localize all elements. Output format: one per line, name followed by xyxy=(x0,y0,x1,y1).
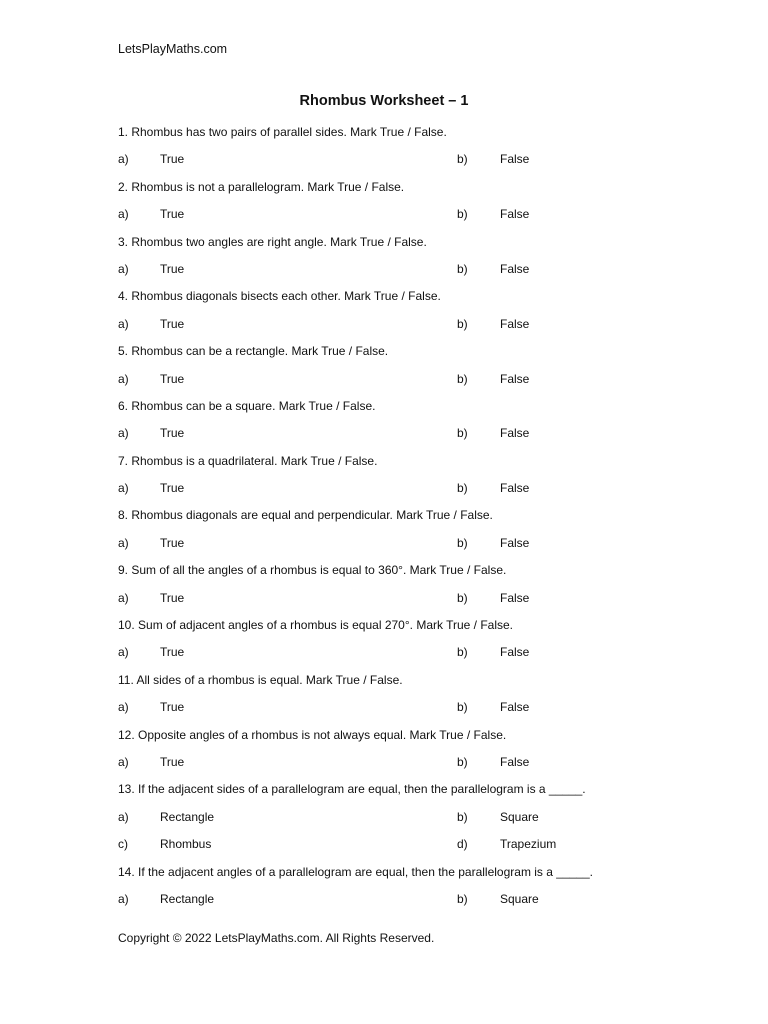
option-row xyxy=(118,261,658,288)
option-text: False xyxy=(500,700,530,715)
option-letter: b) xyxy=(457,261,468,276)
option-text: True xyxy=(160,700,185,715)
question-text: 5. Rhombus can be a rectangle. Mark True / False. xyxy=(118,344,389,359)
option-text: True xyxy=(160,645,185,660)
question-text: 3. Rhombus two angles are right angle. Mark True / False. xyxy=(118,234,427,249)
option-row xyxy=(118,699,658,726)
option-text: True xyxy=(160,371,185,386)
option-row xyxy=(118,809,658,836)
question-item xyxy=(118,507,658,562)
option-row xyxy=(118,316,658,343)
option-row xyxy=(118,535,658,562)
question-text: 1. Rhombus has two pairs of parallel sides. Mark True / False. xyxy=(118,125,447,139)
option-letter: a) xyxy=(118,754,129,769)
option-text: False xyxy=(500,371,530,386)
question-text: 10. Sum of adjacent angles of a rhombus is equal 270°. Mark True / False. xyxy=(118,618,514,633)
option-text: False xyxy=(500,152,530,167)
option-letter: a) xyxy=(118,152,129,167)
question-text: 8. Rhombus diagonals are equal and perpendicular. Mark True / False. xyxy=(118,508,493,523)
option-letter: b) xyxy=(457,426,468,441)
question-item xyxy=(118,453,658,508)
question-text: 14. If the adjacent angles of a parallelogram are equal, then the parallelogram is a _____. xyxy=(118,864,593,879)
question-text: 12. Opposite angles of a rhombus is not always equal. Mark True / False. xyxy=(118,727,507,742)
question-text: 11. All sides of a rhombus is equal. Mark True / False. xyxy=(118,672,403,687)
option-text: False xyxy=(500,261,530,276)
option-text: Square xyxy=(500,809,539,824)
option-text: Rhombus xyxy=(160,837,212,852)
option-letter: a) xyxy=(118,316,129,331)
option-text: False xyxy=(500,754,530,769)
question-text: 9. Sum of all the angles of a rhombus is equal to 360°. Mark True / False. xyxy=(118,563,507,578)
option-letter: b) xyxy=(457,316,468,331)
option-letter: b) xyxy=(457,207,468,222)
option-letter: b) xyxy=(457,645,468,660)
option-text: True xyxy=(160,152,185,167)
option-letter: a) xyxy=(118,700,129,715)
option-letter: a) xyxy=(118,535,129,550)
option-letter: a) xyxy=(118,426,129,441)
option-letter: b) xyxy=(457,590,468,605)
site-name: LetsPlayMaths.com xyxy=(118,42,228,56)
question-item xyxy=(118,562,658,617)
option-row xyxy=(118,206,658,233)
option-text: Square xyxy=(500,891,539,906)
option-letter: b) xyxy=(457,700,468,715)
option-letter: a) xyxy=(118,891,129,906)
question-item xyxy=(118,343,658,398)
option-row xyxy=(118,151,658,178)
option-text: True xyxy=(160,535,185,550)
option-text: False xyxy=(500,316,530,331)
option-letter: b) xyxy=(457,891,468,906)
option-letter: b) xyxy=(457,371,468,386)
option-text: True xyxy=(160,426,185,441)
option-text: False xyxy=(500,481,530,496)
question-item xyxy=(118,617,658,672)
option-row xyxy=(118,644,658,671)
option-text: True xyxy=(160,590,185,605)
option-text: True xyxy=(160,316,185,331)
option-letter: a) xyxy=(118,261,129,276)
option-row xyxy=(118,891,658,918)
option-row xyxy=(118,425,658,452)
option-text: Trapezium xyxy=(500,837,557,852)
option-text: False xyxy=(500,590,530,605)
option-letter: b) xyxy=(457,152,468,167)
question-item xyxy=(118,727,658,782)
option-letter: b) xyxy=(457,535,468,550)
option-letter: b) xyxy=(457,809,468,824)
question-item xyxy=(118,179,658,234)
option-letter: b) xyxy=(457,481,468,496)
option-text: Rectangle xyxy=(160,809,215,824)
option-row xyxy=(118,480,658,507)
question-item xyxy=(118,288,658,343)
question-item xyxy=(118,398,658,453)
option-row xyxy=(118,754,658,781)
option-text: True xyxy=(160,754,185,769)
option-text: False xyxy=(500,426,530,441)
question-list xyxy=(118,124,658,918)
option-text: True xyxy=(160,207,185,222)
page-title: Rhombus Worksheet – 1 xyxy=(299,93,469,109)
option-row xyxy=(118,836,658,863)
question-text: 6. Rhombus can be a square. Mark True / False. xyxy=(118,398,376,413)
question-text: 7. Rhombus is a quadrilateral. Mark True / False. xyxy=(118,453,378,468)
option-text: False xyxy=(500,645,530,660)
option-letter: a) xyxy=(118,207,129,222)
option-text: True xyxy=(160,481,185,496)
option-letter: a) xyxy=(118,809,129,824)
option-text: False xyxy=(500,535,530,550)
question-item xyxy=(118,781,658,863)
question-item xyxy=(118,864,658,919)
option-text: Rectangle xyxy=(160,891,215,906)
option-letter: d) xyxy=(457,837,468,852)
question-item xyxy=(118,234,658,289)
option-letter: b) xyxy=(457,754,468,769)
option-text: True xyxy=(160,261,185,276)
option-letter: a) xyxy=(118,590,129,605)
option-letter: a) xyxy=(118,371,129,386)
question-text: 2. Rhombus is not a parallelogram. Mark True / False. xyxy=(118,179,405,194)
question-item xyxy=(118,124,658,179)
option-letter: a) xyxy=(118,481,129,496)
question-text: 13. If the adjacent sides of a parallelogram are equal, then the parallelogram is a _____. xyxy=(118,782,586,797)
option-row xyxy=(118,590,658,617)
option-row xyxy=(118,371,658,398)
option-text: False xyxy=(500,207,530,222)
option-letter: c) xyxy=(118,837,128,852)
option-letter: a) xyxy=(118,645,129,660)
question-item xyxy=(118,672,658,727)
copyright-text: Copyright © 2022 LetsPlayMaths.com. All Rights Reserved. xyxy=(118,931,435,945)
question-text: 4. Rhombus diagonals bisects each other. Mark True / False. xyxy=(118,289,441,304)
